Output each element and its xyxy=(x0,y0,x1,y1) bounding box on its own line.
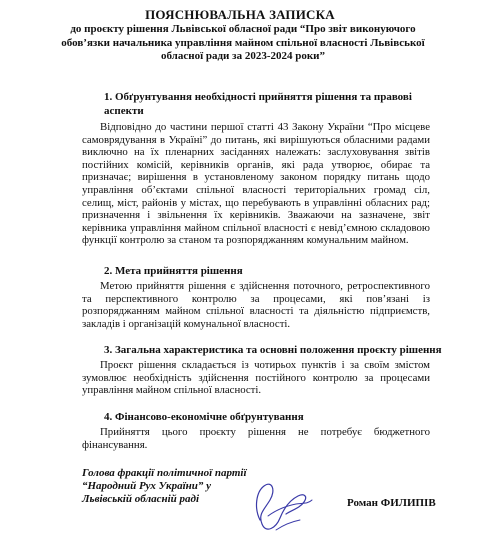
signer-position-line-2: “Народний Рух України” у xyxy=(82,480,212,492)
section-3-heading: 3. Загальна характеристика та основні положення проєкту рішення xyxy=(104,344,442,356)
section-4-heading: 4. Фінансово-економічне обґрунтування xyxy=(104,411,304,423)
signer-position-line-3: Львівській обласній раді xyxy=(82,493,200,505)
document-subtitle: до проєкту рішення Львівської обласної ради “Про звіт виконуючого обов’язки начальника управління майном спільної власності Львівської обласної ради за 2023-2024 роки” xyxy=(61,23,425,62)
handwritten-signature-icon xyxy=(246,470,318,542)
section-1-heading: 1. Обґрунтування необхідності прийняття рішення та правові аспекти xyxy=(104,91,412,117)
signer-position-line-1: Голова фракції політичної партії xyxy=(82,467,247,479)
document-title: ПОЯСНЮВАЛЬНА ЗАПИСКА xyxy=(145,7,335,22)
section-2-text: Метою прийняття рішення є здійснення поточного, ретроспективного та перспективного контролю за процесами, які пов’язані із розпоряджанням майном спільної власності та діяльністю підприємств, закладів і організацій комунальної власності. xyxy=(82,280,430,330)
signer-name: Роман ФИЛИПІВ xyxy=(347,497,436,509)
section-4-text: Прийняття цього проєкту рішення не потребує бюджетного фінансування. xyxy=(82,426,430,451)
signer-position xyxy=(82,467,262,506)
section-3-text: Проєкт рішення складається із чотирьох пунктів і за своїм змістом зумовлює необхідність здійснення постійного контролю за процесами управління майном спільної власності. xyxy=(82,359,430,397)
section-1-text: Відповідно до частини першої статті 43 Закону України “Про місцеве самоврядування в Україні” до питань, які вирішуються обласними радами виключно на їх пленарних засіданнях належать: заслуховування звітів постійних комісій, керівників органів, які рада утворює, обирає та призначає; вирішення в установленому законом порядку питань щодо управління об’єктами спільної власності територіальних громад сіл, селищ, міст, районів у містах, що перебувають в управлінні обласних рад; призначення і звільнення їх керівників. Зважаючи на зазначене, звіт керівника управління майном спільної власності є невід’ємною складовою функції контролю за станом та розпоряджанням комунальним майном. xyxy=(82,121,430,247)
section-2-heading: 2. Мета прийняття рішення xyxy=(104,265,243,277)
